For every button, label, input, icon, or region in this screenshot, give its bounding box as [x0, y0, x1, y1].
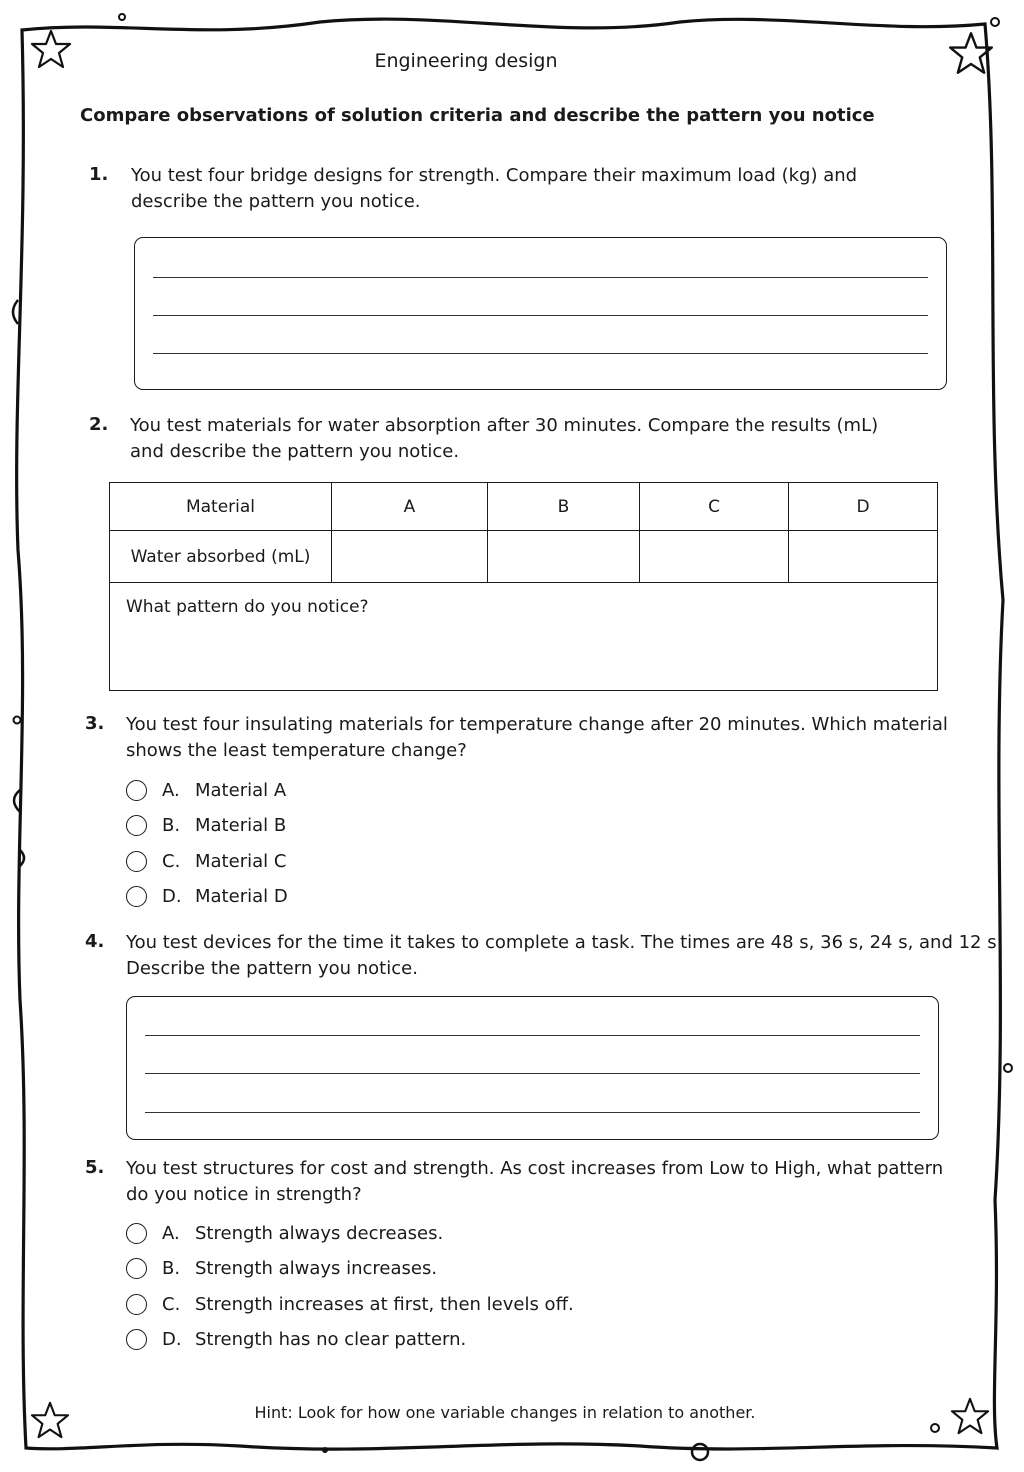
question-3-number: 3. — [85, 713, 105, 734]
table-row-label: Water absorbed (mL) — [110, 531, 332, 583]
table-header-cell: A — [332, 483, 488, 531]
radio-button[interactable] — [126, 886, 147, 907]
question-3-text: You test four insulating materials for temperature change after 20 minutes. Which material shows the least temperature change? — [126, 714, 948, 761]
question-5-option-a[interactable]: A. Strength always decreases. — [126, 1223, 443, 1244]
table-header-cell: D — [789, 483, 938, 531]
question-4-text: You test devices for the time it takes to complete a task. The times are 48 s, 36 s, 24 s, and 12 s. Describe the pattern you notice. — [126, 932, 1003, 979]
answer-line — [153, 315, 928, 316]
table-header-row — [110, 483, 938, 531]
answer-line — [145, 1073, 920, 1074]
radio-button[interactable] — [126, 851, 147, 872]
table-header-cell: B — [488, 483, 640, 531]
pattern-row — [110, 583, 938, 691]
page-title: Engineering design — [374, 50, 558, 72]
table-input-cell[interactable] — [488, 531, 640, 583]
question-3-option-c[interactable]: C. Material C — [126, 851, 286, 872]
question-3-option-a[interactable]: A. Material A — [126, 780, 286, 801]
radio-button[interactable] — [126, 1223, 147, 1244]
answer-line — [145, 1035, 920, 1036]
water-absorption-table — [109, 482, 938, 691]
question-5-option-d[interactable]: D. Strength has no clear pattern. — [126, 1329, 466, 1350]
question-5-option-b[interactable]: B. Strength always increases. — [126, 1258, 437, 1279]
table-input-cell[interactable] — [640, 531, 789, 583]
pattern-answer-cell[interactable] — [110, 583, 938, 691]
question-2-text: You test materials for water absorption after 30 minutes. Compare the results (mL) and describe the pattern you notice. — [130, 415, 879, 462]
answer-line — [153, 353, 928, 354]
table-row — [110, 531, 938, 583]
radio-button[interactable] — [126, 780, 147, 801]
question-3-option-d[interactable]: D. Material D — [126, 886, 288, 907]
question-5-text: You test structures for cost and strength. As cost increases from Low to High, what pattern do you notice in strength? — [126, 1158, 944, 1205]
question-1-answer-box[interactable] — [134, 237, 947, 390]
question-4-answer-box[interactable] — [126, 996, 939, 1140]
question-5-option-c[interactable]: C. Strength increases at first, then levels off. — [126, 1294, 574, 1315]
answer-line — [153, 277, 928, 278]
table-input-cell[interactable] — [789, 531, 938, 583]
radio-button[interactable] — [126, 815, 147, 836]
question-2-number: 2. — [89, 414, 109, 435]
question-5-number: 5. — [85, 1157, 105, 1178]
pattern-prompt: What pattern do you notice? — [126, 597, 369, 617]
question-1-text: You test four bridge designs for strength. Compare their maximum load (kg) and describe the pattern you notice. — [131, 165, 858, 212]
answer-line — [145, 1112, 920, 1113]
question-1-number: 1. — [89, 164, 109, 185]
radio-button[interactable] — [126, 1329, 147, 1350]
table-input-cell[interactable] — [332, 531, 488, 583]
radio-button[interactable] — [126, 1258, 147, 1279]
question-4-number: 4. — [85, 931, 105, 952]
table-header-cell: C — [640, 483, 789, 531]
hint-text: Hint: Look for how one variable changes in relation to another. — [254, 1403, 756, 1422]
star-icon — [948, 30, 994, 76]
table-header-cell: Material — [110, 483, 332, 531]
question-3-option-b[interactable]: B. Material B — [126, 815, 286, 836]
radio-button[interactable] — [126, 1294, 147, 1315]
instructions: Compare observations of solution criteria and describe the pattern you notice — [80, 105, 875, 126]
